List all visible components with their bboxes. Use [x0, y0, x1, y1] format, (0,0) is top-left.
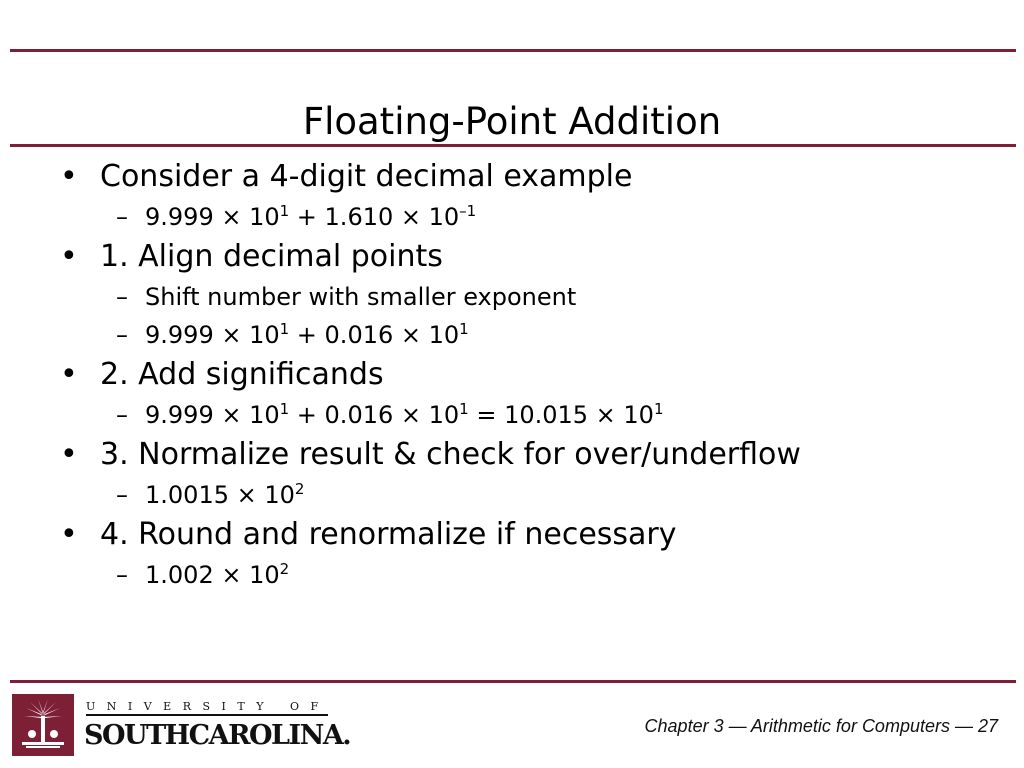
bullet-item — [60, 354, 1000, 396]
dash-icon: – — [116, 561, 128, 589]
sub-bullet-text: 9.999 × 10 — [145, 321, 280, 349]
exponent: 1 — [279, 320, 290, 338]
footer-rule — [10, 680, 1016, 683]
bullet-item — [60, 236, 1000, 278]
sub-bullet-text: + 0.016 × 10 — [289, 321, 460, 349]
bullet-dot-icon: • — [60, 357, 78, 392]
exponent: 1 — [653, 400, 664, 418]
dash-icon: – — [116, 401, 128, 429]
exponent: 2 — [294, 480, 305, 498]
exponent: 1 — [279, 400, 290, 418]
palmetto-seal-icon — [12, 694, 74, 756]
bullet-dot-icon: • — [60, 517, 78, 552]
dash-icon: – — [116, 481, 128, 509]
sub-bullet-text: = 10.015 × 10 — [468, 401, 654, 429]
sub-bullet-item — [116, 556, 1000, 594]
sub-bullet-text: 1.002 × 10 — [145, 561, 280, 589]
header-bottom-rule — [10, 144, 1016, 147]
sub-bullet-text: + 0.016 × 10 — [289, 401, 460, 429]
exponent: –1 — [459, 202, 477, 220]
bullet-text: 1. Align decimal points — [100, 239, 443, 274]
bullet-dot-icon: • — [60, 239, 78, 274]
logo-university-text: UNIVERSITY OF — [86, 700, 330, 713]
bullet-list — [60, 156, 1000, 594]
bullet-item — [60, 156, 1000, 198]
footer-chapter-text: Chapter 3 — Arithmetic for Computers — 27 — [644, 716, 998, 736]
bullet-dot-icon: • — [60, 159, 78, 194]
sub-bullet-item — [116, 316, 1000, 354]
bullet-dot-icon: • — [60, 437, 78, 472]
dash-icon: – — [116, 203, 128, 231]
bullet-text: 4. Round and renormalize if necessary — [100, 517, 677, 552]
exponent: 1 — [279, 202, 290, 220]
sub-bullet-text: + 1.610 × 10 — [289, 203, 460, 231]
bullet-text: Consider a 4-digit decimal example — [100, 159, 633, 194]
sub-bullet-item — [116, 396, 1000, 434]
exponent: 2 — [279, 560, 290, 578]
dash-icon: – — [116, 321, 128, 349]
exponent: 1 — [459, 400, 469, 418]
sub-bullet-text: 1.0015 × 10 — [145, 481, 295, 509]
sub-bullet-text: 9.999 × 10 — [145, 401, 280, 429]
sub-bullet-item — [116, 476, 1000, 514]
university-logo — [12, 694, 351, 758]
dash-icon: – — [116, 283, 128, 311]
sub-bullet-text: Shift number with smaller exponent — [145, 283, 577, 311]
sub-bullet-item — [116, 278, 1000, 316]
bullet-text: 3. Normalize result & check for over/underflow — [100, 437, 801, 472]
bullet-item — [60, 434, 1000, 476]
bullet-item — [60, 514, 1000, 556]
logo-name-text: SOUTHCAROLINA. — [84, 720, 351, 751]
exponent: 1 — [459, 320, 469, 338]
sub-bullet-item — [116, 198, 1000, 236]
slide-title: Floating-Point Addition — [302, 99, 722, 143]
header-top-rule — [10, 49, 1016, 52]
bullet-text: 2. Add significands — [100, 357, 384, 392]
logo-divider — [86, 714, 328, 716]
sub-bullet-text: 9.999 × 10 — [145, 203, 280, 231]
